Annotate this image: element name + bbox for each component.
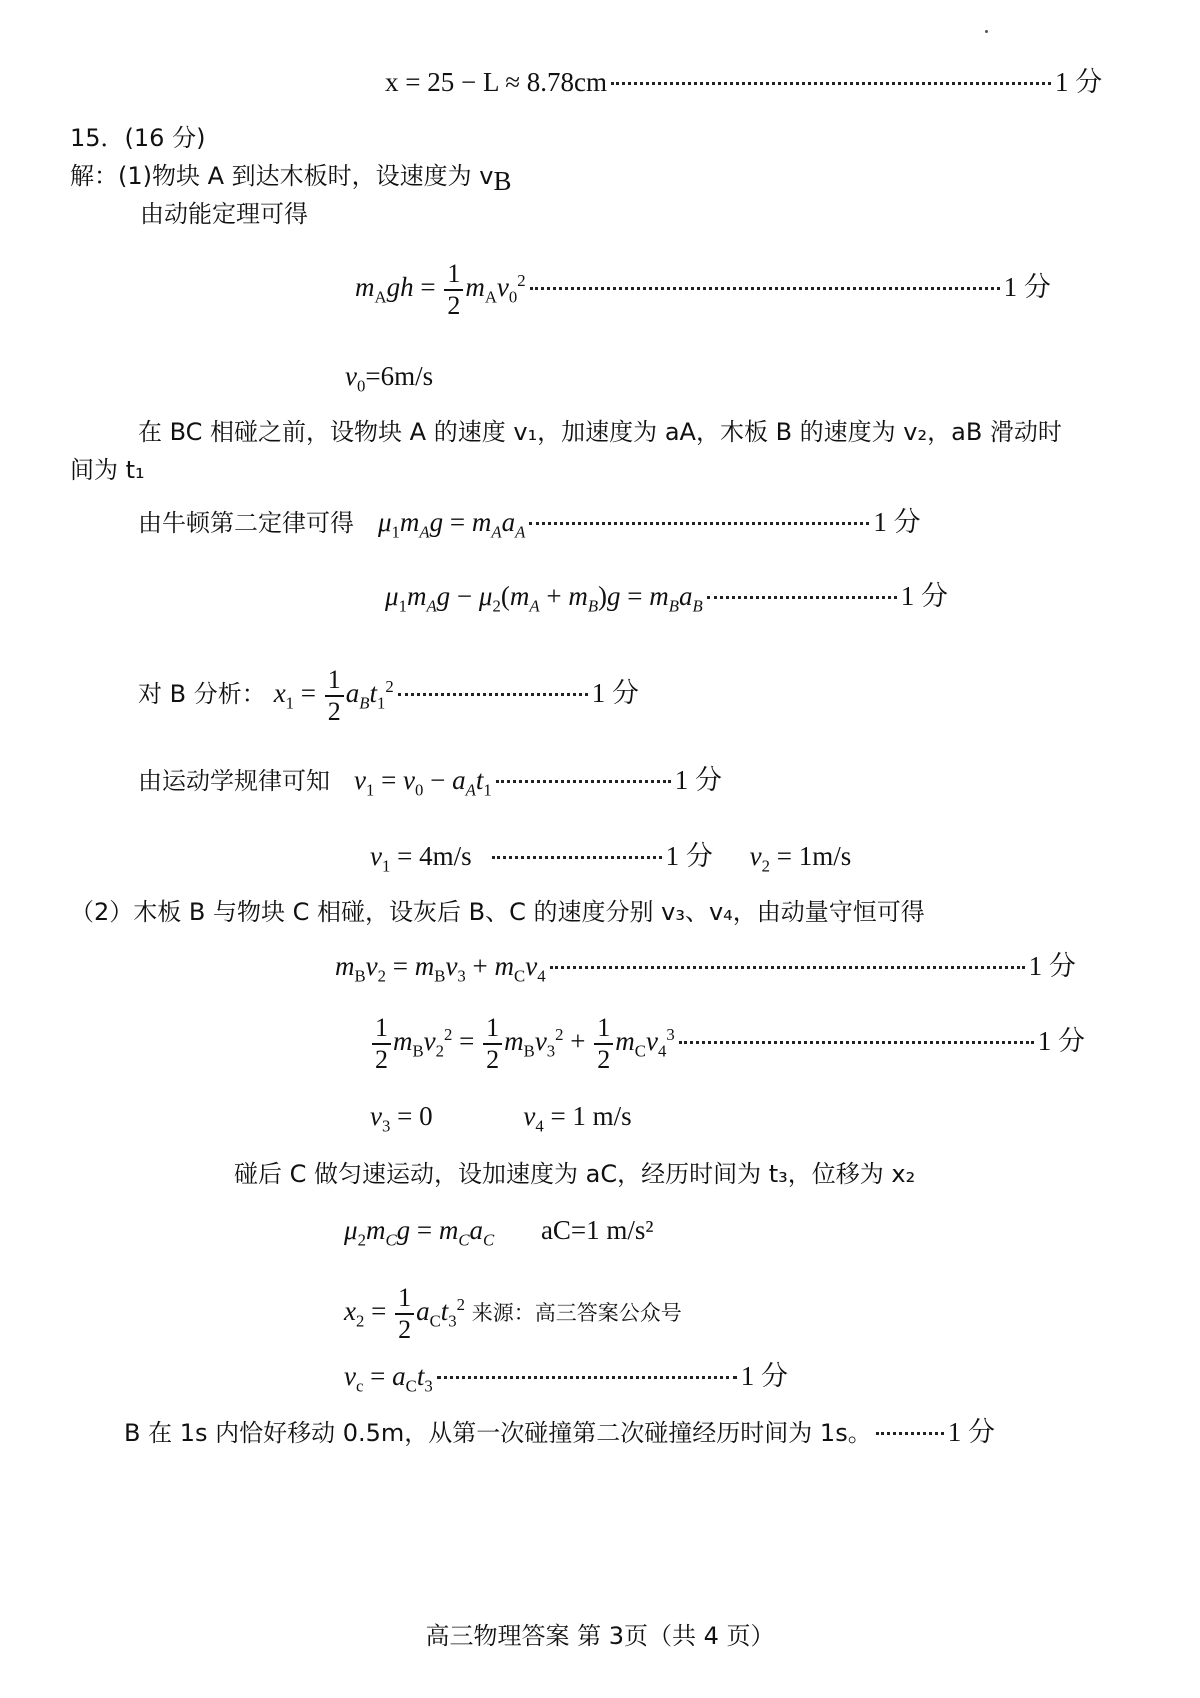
dot-leader — [550, 966, 1025, 969]
dot-leader — [496, 780, 671, 783]
v2-value: = 1m/s — [776, 841, 852, 871]
problem-title: 15．(16 分) — [70, 124, 206, 152]
source-note: 来源：高三答案公众号 — [471, 1301, 682, 1325]
equation-v1-v2: $v_1 = 4m/s$ 1 分 $v_2 = 1m/s$ — [370, 841, 852, 876]
fraction-half: $\frac{1}{2}$ — [395, 1283, 414, 1345]
dot-leader — [529, 522, 869, 525]
scan-dot — [985, 30, 988, 33]
ac-value: aC=1 m/s² — [540, 1215, 654, 1245]
page-footer: 高三物理答案 第 3页（共 4 页） — [425, 1622, 775, 1650]
final-line-text: B 在 1s 内恰好移动 0.5m，从第一次碰撞第二次碰撞经历时间为 1s。 — [124, 1419, 872, 1447]
fraction-half: $\frac{1}{2}$ — [372, 1013, 391, 1075]
bc-text-line1: 在 BC 相碰之前，设物块 A 的速度 v₁，加速度为 aA，木板 B 的速度为 v₂，aB 滑动时 — [138, 418, 1062, 446]
final-conclusion — [124, 1416, 995, 1449]
score-label: 1 分 — [674, 765, 723, 795]
equation-kinematics: 由运动学规律可知 $v_1 = v_0 - a_At_1$ 1 分 — [138, 765, 723, 800]
score-label: 1 分 — [1003, 272, 1051, 302]
dot-leader — [611, 82, 1051, 85]
score-label: 1 分 — [873, 507, 921, 537]
score-label: 1 分 — [1037, 1026, 1085, 1056]
equation-text: x = 25 − L ≈ 8.78cm — [385, 67, 607, 97]
score-label: 1 分 — [740, 1361, 788, 1391]
score-label: 1 分 — [900, 581, 948, 611]
equation-c-acceleration: $\mu_2m_Cg = m_Ca_C$ aC=1 m/s² — [344, 1215, 654, 1250]
energy-intro: 由动能定理可得 — [140, 200, 308, 228]
equation-momentum: $m_Bv_2 = m_Bv_3 + m_Cv_4$ 1 分 — [335, 951, 1076, 986]
part1-intro-subscript: B — [493, 165, 512, 196]
equation-newton-b: $\mu_1m_Ag - \mu_2(m_A + m_B)g = m_Ba_B$ 1 分 — [385, 581, 948, 616]
equation-b-analysis: 对 B 分析： $x_1$ = $\frac{1}{2}$ $a_Bt_1^2$ 1 分 — [138, 664, 640, 726]
fraction-half: $\frac{1}{2}$ — [594, 1013, 613, 1075]
equation-v3-v4: $v_3 = 0$ $v_4 = 1$ m/s — [370, 1101, 632, 1136]
part1-intro-text: 解：(1)物块 A 到达木板时，设速度为 v — [70, 162, 494, 190]
fraction-half: $\frac{1}{2}$ — [444, 259, 463, 321]
equation-x2: $x_2$ = $\frac{1}{2}$ $a_Ct_3^2$ 来源：高三答案公众号 — [344, 1282, 682, 1344]
score-label: 1 分 — [1028, 951, 1076, 981]
c-motion-text: 碰后 C 做匀速运动，设加速度为 aC，经历时间为 t₃，位移为 x₂ — [234, 1160, 916, 1188]
kinematics-intro: 由运动学规律可知 — [138, 767, 330, 795]
score-label: 1 分 — [1055, 67, 1103, 97]
equation-x-result — [385, 66, 1102, 98]
equation-energy-conservation: $\frac{1}{2}$ $m_Bv_2^2$ = $\frac{1}{2}$ $m_Bv_3^2$ + $\frac{1}{2}$ $m_Cv_4^3$ 1 分 — [370, 1006, 1085, 1076]
v3-value: = 0 — [397, 1101, 433, 1131]
dot-leader — [437, 1376, 737, 1379]
score-label: 1 分 — [947, 1417, 995, 1447]
score-label: 1 分 — [591, 678, 640, 708]
v0-value: =6m/s — [365, 361, 434, 391]
fraction-half: $\frac{1}{2}$ — [483, 1013, 502, 1075]
equation-newton-a: 由牛顿第二定律可得 $\mu_1m_Ag = m_Aa_A$ 1 分 — [138, 507, 921, 542]
score-label: 1 分 — [665, 841, 713, 871]
equation-vc: $v_c = a_Ct_3$ 1 分 — [344, 1361, 788, 1396]
part1-intro — [70, 160, 512, 196]
b-analysis-intro: 对 B 分析： — [138, 680, 266, 708]
equation-v0: $v_0=6m/s$ — [345, 361, 434, 396]
dot-leader — [876, 1432, 944, 1435]
v4-value: = 1 m/s — [550, 1101, 632, 1131]
dot-leader — [398, 693, 588, 696]
v1-value: = 4m/s — [397, 841, 472, 871]
dot-leader — [530, 287, 1000, 290]
part2-intro: （2）木板 B 与物块 C 相碰，设灰后 B、C 的速度分别 v₃、v₄，由动量守恒可得 — [70, 898, 925, 926]
dot-leader — [707, 596, 897, 599]
dot-leader — [492, 856, 662, 859]
dot-leader — [679, 1041, 1034, 1044]
equation-energy: $m_Agh$ = $\frac{1}{2}$ $m_Av_0^2$ 1 分 — [355, 258, 1051, 320]
fraction-half: $\frac{1}{2}$ — [325, 665, 344, 727]
bc-text-line2: 间为 t₁ — [70, 456, 145, 484]
newton-intro: 由牛顿第二定律可得 — [138, 509, 354, 537]
